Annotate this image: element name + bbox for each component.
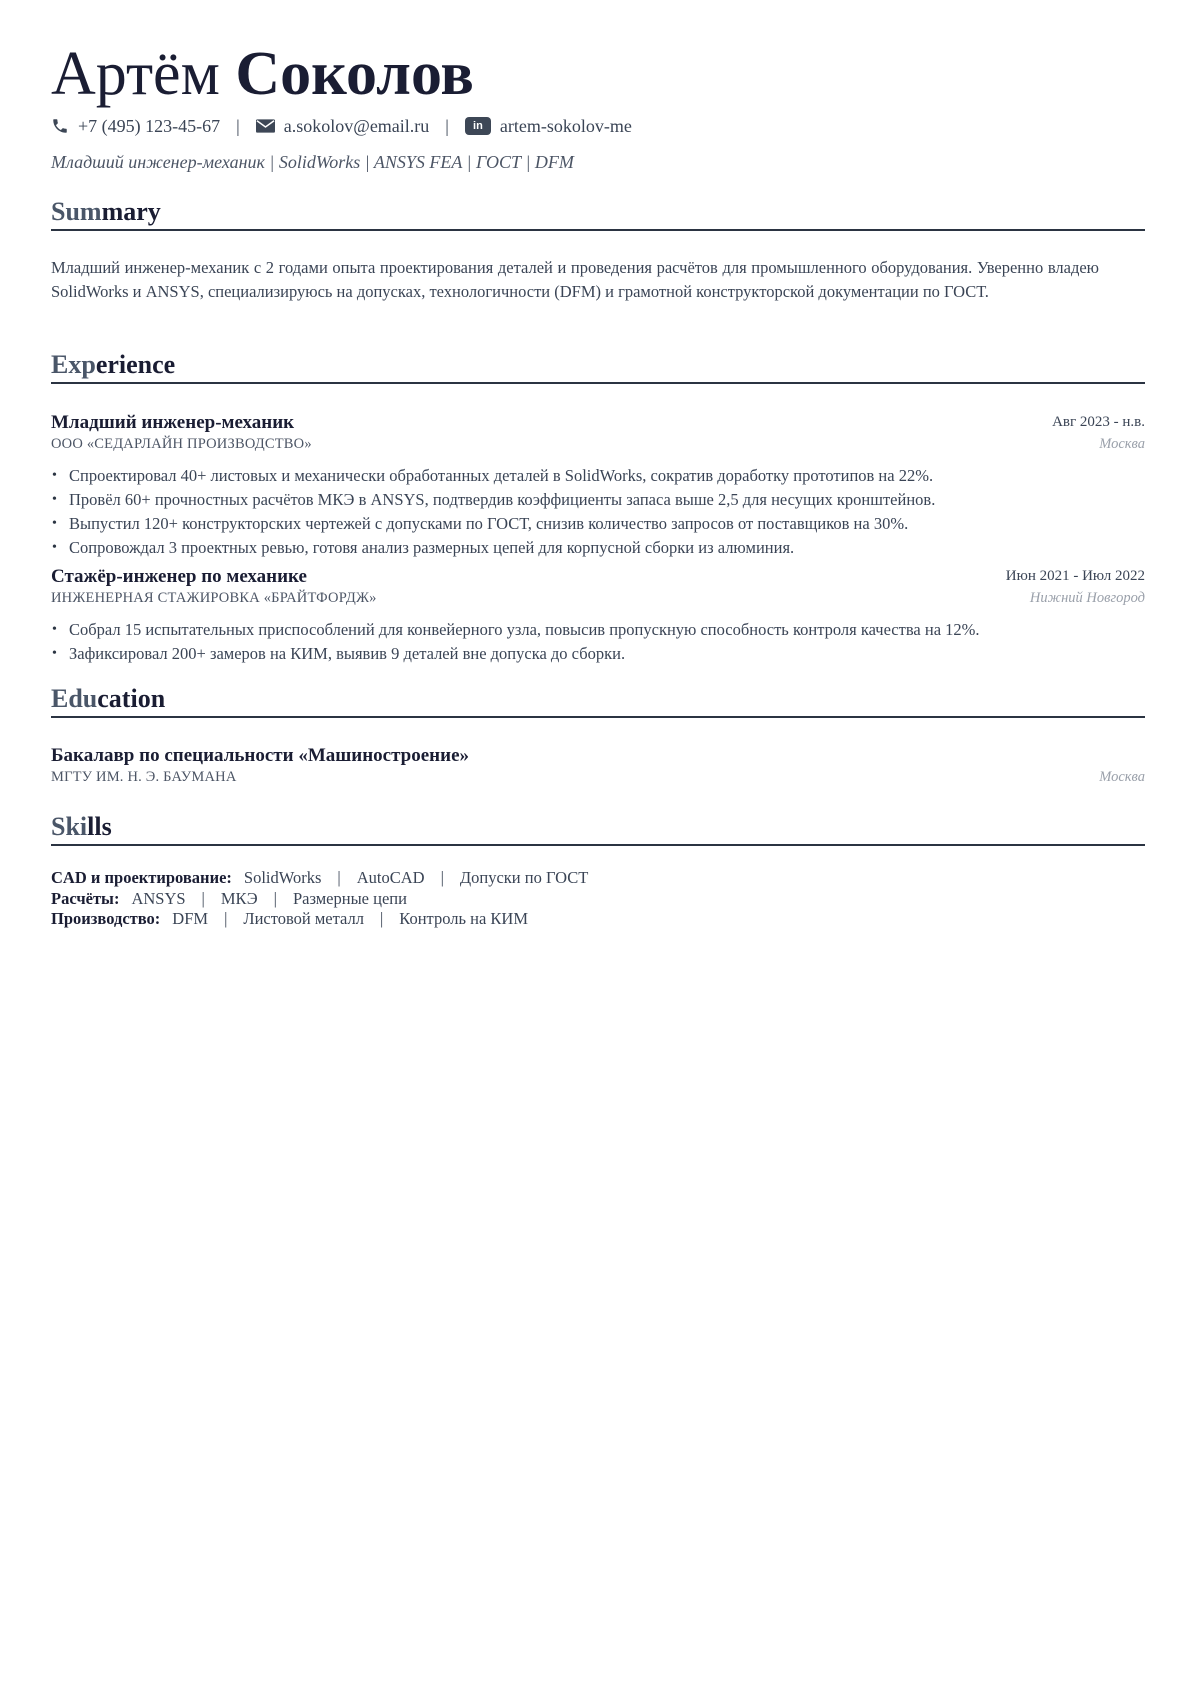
- first-name: Артём: [51, 40, 220, 108]
- experience-entry: [51, 566, 1145, 666]
- skill-category: Расчёты:: [51, 888, 120, 908]
- section-title-rest: cation: [97, 684, 166, 713]
- job-company: ООО «СЕДАРЛАЙН ПРОИЗВОДСТВО»: [51, 436, 312, 452]
- section-title-skills: [51, 810, 1145, 846]
- skill-separator: |: [440, 868, 444, 888]
- contact-email[interactable]: [256, 116, 430, 137]
- linkedin-badge: in: [465, 117, 491, 135]
- section-title-education: [51, 682, 1145, 718]
- list-item: • Сопровождал 3 проектных ревью, готовя анализ размерных цепей для корпусной сборки из алюминия.: [51, 536, 1145, 560]
- section-title-accent: Edu: [51, 684, 98, 713]
- skill-item: Контроль на КИМ: [399, 909, 528, 929]
- job-title: Стажёр-инженер по механике: [51, 566, 307, 587]
- job-bullets: [51, 464, 1145, 560]
- contact-line: [51, 113, 632, 139]
- job-bullets: [51, 618, 1145, 666]
- phone-text: +7 (495) 123-45-67: [78, 115, 221, 136]
- last-name: Соколов: [235, 40, 474, 108]
- list-item: • Выпустил 120+ конструкторских чертежей с допусками по ГОСТ, снизив количество запросов от поставщиков на 30%.: [51, 512, 1145, 536]
- summary-text: Младший инженер-механик с 2 годами опыта проектирования деталей и проведения расчётов для промышленного оборудования. Уверенно владею SolidWorks и ANSYS, специализируюсь на допусках, технологичности (DFM) и грамотной конструкторской документации по ГОСТ.: [51, 258, 1099, 301]
- list-item: • Спроектировал 40+ листовых и механически обработанных деталей в SolidWorks, сократив доработку прототипов на 22%.: [51, 464, 1145, 488]
- linkedin-text: artem-sokolov-me: [499, 115, 632, 136]
- contact-separator: |: [445, 115, 449, 136]
- section-title-accent: Ski: [51, 812, 88, 841]
- skill-row: [51, 889, 588, 910]
- linkedin-icon: [465, 117, 491, 135]
- experience-entry: [51, 412, 1145, 560]
- contact-phone[interactable]: [51, 116, 220, 137]
- envelope-icon: [256, 119, 275, 133]
- skill-separator: |: [379, 909, 384, 929]
- section-title-accent: Sum: [51, 197, 102, 226]
- job-company: ИНЖЕНЕРНАЯ СТАЖИРОВКА «БРАЙТФОРДЖ»: [51, 590, 377, 606]
- contact-separator: |: [236, 115, 240, 136]
- skill-item: Допуски по ГОСТ: [459, 868, 589, 888]
- phone-icon: [51, 117, 69, 135]
- candidate-name: [51, 38, 474, 110]
- skill-category: Производство:: [51, 909, 161, 929]
- skill-row: [51, 868, 588, 889]
- job-date: Июн 2021 - Июл 2022: [1005, 568, 1145, 584]
- skill-item: Размерные цепи: [292, 888, 407, 908]
- job-date: Авг 2023 - н.в.: [1052, 414, 1145, 430]
- degree-title: Бакалавр по специальности «Машиностроение»: [51, 745, 470, 766]
- job-title: Младший инженер-механик: [51, 412, 295, 433]
- skill-item: ANSYS: [131, 888, 186, 908]
- skill-item: DFM: [172, 909, 209, 929]
- education-entry: [51, 745, 1145, 791]
- tagline: Младший инженер-механик | SolidWorks | ANSYS FEA | ГОСТ | DFM: [51, 152, 574, 172]
- list-item: • Провёл 60+ прочностных расчётов МКЭ в ANSYS, подтвердив коэффициенты запаса выше 2,5 для несущих кронштейнов.: [51, 488, 1145, 512]
- skill-category: CAD и проектирование:: [51, 868, 232, 888]
- list-item: • Собрал 15 испытательных приспособлений для конвейерного узла, повысив пропускную способность контроля качества на 12%.: [51, 618, 1145, 642]
- skill-item: SolidWorks: [243, 868, 322, 888]
- section-title-rest: lls: [87, 812, 112, 841]
- skill-separator: |: [273, 888, 277, 908]
- school-location: Москва: [1099, 769, 1145, 785]
- skill-item: AutoCAD: [356, 868, 425, 888]
- section-title-rest: erience: [95, 350, 176, 379]
- skill-separator: |: [201, 888, 205, 908]
- email-text: a.sokolov@email.ru: [283, 115, 430, 136]
- skill-row: [51, 909, 588, 930]
- list-item: • Зафиксировал 200+ замеров на КИМ, выявив 9 деталей вне допуска до сборки.: [51, 642, 1145, 666]
- job-location: Москва: [1099, 436, 1145, 452]
- section-title-rest: mary: [101, 197, 161, 226]
- skill-item: Листовой металл: [243, 909, 364, 929]
- skill-separator: |: [224, 909, 228, 929]
- school-name: МГТУ ИМ. Н. Э. БАУМАНА: [51, 769, 237, 785]
- job-location: Нижний Новгород: [1029, 590, 1145, 606]
- section-title-summary: [51, 195, 1145, 231]
- section-title-experience: [51, 348, 1145, 384]
- skill-separator: |: [337, 868, 341, 888]
- skills-list: [51, 868, 588, 930]
- skill-item: МКЭ: [220, 888, 258, 908]
- contact-linkedin[interactable]: [465, 116, 632, 137]
- section-title-accent: Exp: [51, 350, 96, 379]
